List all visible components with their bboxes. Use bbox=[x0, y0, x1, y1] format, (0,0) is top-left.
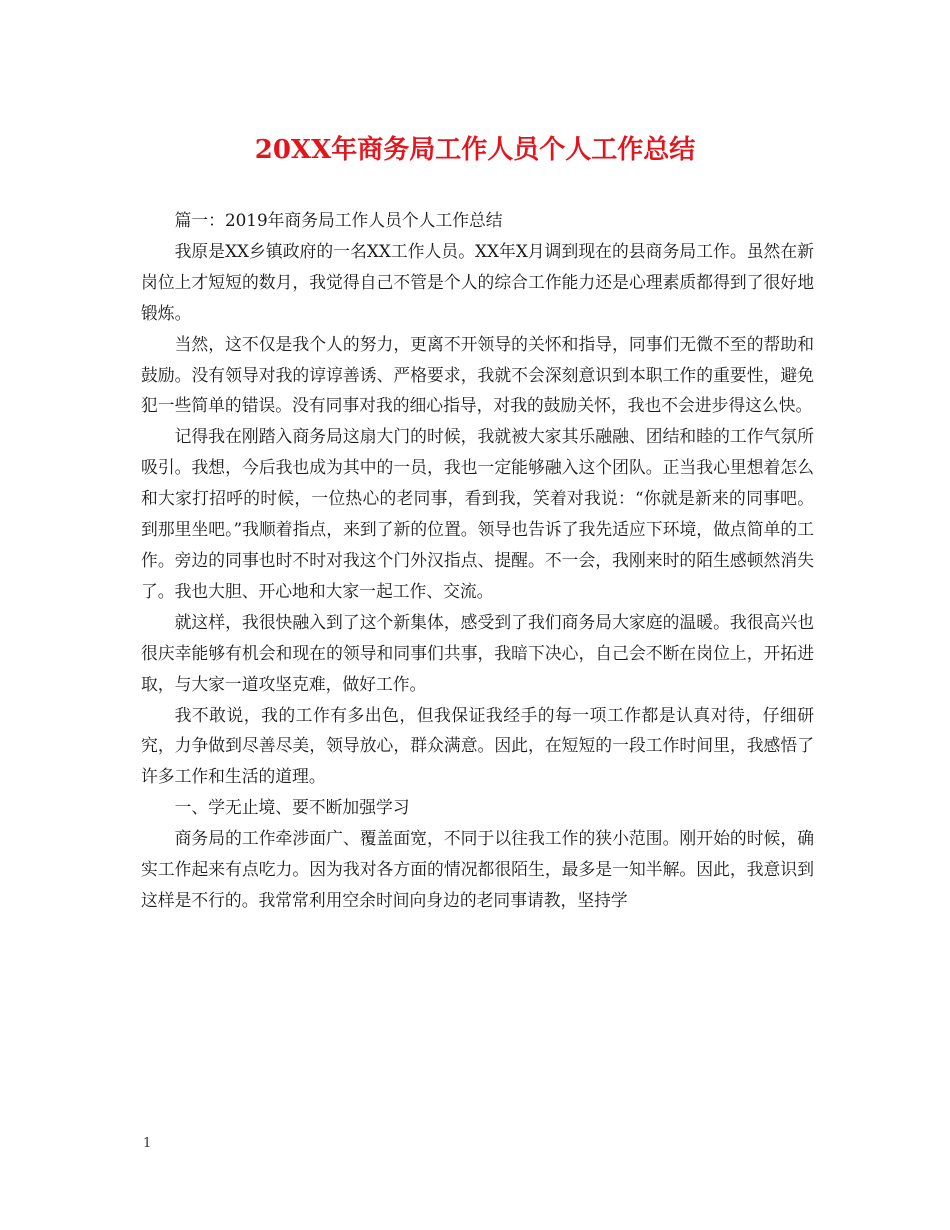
section-heading: 篇一：2019年商务局工作人员个人工作总结 bbox=[174, 210, 503, 230]
page-number: 1 bbox=[143, 1136, 152, 1151]
document-body bbox=[141, 205, 814, 916]
document-title: 20XX年商务局工作人员个人工作总结 bbox=[254, 135, 696, 165]
subsection-heading: 一、学无止境、要不断加强学习 bbox=[174, 797, 410, 818]
paragraph: 当然，这不仅是我个人的努力，更离不开领导的关怀和指导，同事们无微不至的帮助和鼓励。没有领导对我的谆谆善诱、严格要求，我就不会深刻意识到本职工作的重要性，避免犯一些简单的错误。没有同事对我的细心指导，对我的鼓励关怀，我也不会进步得这么快。 bbox=[141, 333, 814, 416]
paragraph: 我原是XX乡镇政府的一名XX工作人员。XX年X月调到现在的县商务局工作。虽然在新岗位上才短短的数月，我觉得自己不管是个人的综合工作能力还是心理素质都得到了很好地锻炼。 bbox=[141, 240, 814, 323]
paragraph: 商务局的工作牵涉面广、覆盖面宽，不同于以往我工作的狭小范围。刚开始的时候，确实工作起来有点吃力。因为我对各方面的情况都很陌生，最多是一知半解。因此，我意识到这样是不行的。我常常利用空余时间向身边的老同事请教，坚持学 bbox=[141, 828, 814, 910]
paragraph: 我不敢说，我的工作有多出色，但我保证我经手的每一项工作都是认真对待，仔细研究，力争做到尽善尽美，领导放心，群众满意。因此，在短短的一段工作时间里，我感悟了许多工作和生活的道理。 bbox=[141, 704, 814, 787]
paragraph: 就这样，我很快融入到了这个新集体，感受到了我们商务局大家庭的温暖。我很高兴也很庆幸能够有机会和现在的领导和同事们共事，我暗下决心，自己会不断在岗位上，开拓进取，与大家一道攻坚克难，做好工作。 bbox=[141, 611, 814, 694]
paragraph: 记得我在刚踏入商务局这扇大门的时候，我就被大家其乐融融、团结和睦的工作气氛所吸引。我想，今后我也成为其中的一员，我也一定能够融入这个团队。正当我心里想着怎么和大家打招呼的时候，一位热心的老同事，看到我，笑着对我说：“你就是新来的同事吧。到那里坐吧。”我顺着指点，来到了新的位置。领导也告诉了我先适应下环境，做点简单的工作。旁边的同事也时不时对我这个门外汉指点、提醒。不一会，我刚来时的陌生感顿然消失了。我也大胆、开心地和大家一起工作、交流。 bbox=[141, 426, 814, 601]
